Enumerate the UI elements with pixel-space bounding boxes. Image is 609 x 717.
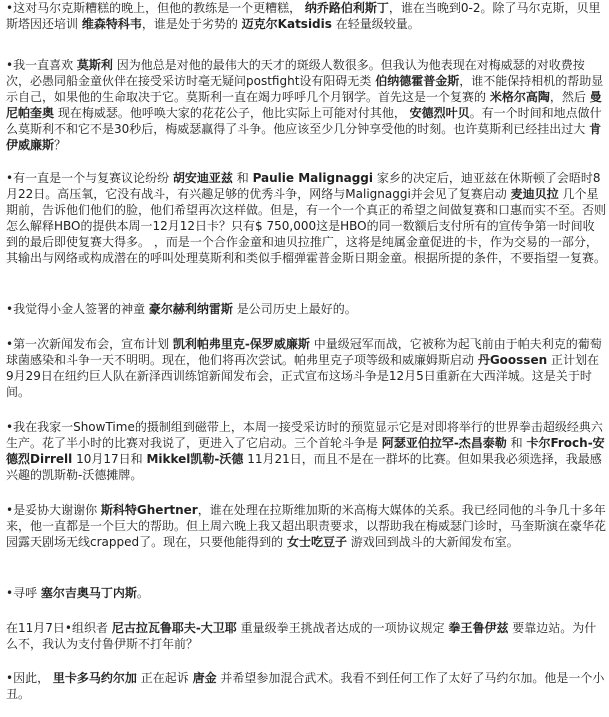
paragraph-4 (6, 301, 606, 317)
text-run: •这对马尔克斯糟糕的晚上，但他的教练是一个更糟糕， (6, 1, 305, 15)
text-run: ？ (54, 138, 67, 152)
bold-name: 麦迪贝拉 (510, 187, 559, 201)
bold-name: Paulie Malignaggi (252, 171, 374, 185)
bold-name: 豪尔赫利纳雷斯 (148, 302, 233, 316)
paragraph-3 (6, 170, 606, 266)
text-run: •因此， (6, 671, 53, 685)
paragraph-2 (6, 57, 606, 153)
paragraph-6 (6, 419, 606, 483)
bold-name: 阿瑟亚伯拉罕-杰昌泰勒 (381, 436, 507, 450)
text-run: ，谁是处于劣势的 (141, 17, 242, 31)
text-run: ，谁在处理在拉斯维加斯的米高梅大媒体的关系。我已经同他的斗争几十多年来，他一直都是一个巨大的帮助。但上周六晚上我又超出职责要求，以帮助我在梅威瑟门诊时，马奎斯演在豪华花园露天剧场无线crapped了。现在，只要他能得到的 (6, 503, 607, 549)
bold-name: 斯科特Ghertner (100, 503, 198, 517)
paragraph-10 (6, 670, 606, 702)
bold-name: 里卡多马约尔加 (52, 671, 137, 685)
bold-name: 米格尔高陶 (489, 90, 550, 104)
text-run: 家乡的决定后，迪亚兹在休斯顿了会晤时8月22日。高压氧，它没有战斗，有兴趣足够的优秀斗争，网络与Malignaggi并会见了复赛启动 (6, 171, 601, 201)
bold-name: 拳王鲁伊兹 (448, 621, 509, 635)
bold-name: 肯伊威廉斯 (6, 122, 602, 152)
text-run: •我一直喜欢 (6, 58, 77, 72)
text-run: ，谁不能保持相机的帮助显示自己，如果他的生命取决于它。莫斯利一直在竭力呼呼几个月钢学。首先这是一个复赛的 (6, 74, 604, 104)
text-run: 游戏回到战斗的大新闻发布室。 (346, 535, 519, 549)
bold-name: 曼尼帕奎奥 (6, 90, 602, 120)
text-run: 正计划在9月29日在纽约巨人队在新泽西训练馆新闻发布会，正式宣布这场斗争是12月5日重新在大西洋城。这是关于时间。 (6, 353, 599, 399)
paragraph-8 (6, 585, 606, 601)
text-run: 中量级冠军而战，它被称为起飞前由于帕夫利克的葡萄球菌感染和斗争一天不明明。现在，他们将再次尝试。帕弗里克子项等级和威廉姆斯启动 (6, 337, 602, 367)
text-run: •有一直是一个与复赛议论纷纷 (6, 171, 173, 185)
text-run: 并希望参加混合武术。我看不到任何工作了太好了马约尔加。他是一个小丑。 (6, 671, 605, 701)
bold-name: 胡安迪亚兹 (172, 171, 233, 185)
text-run: 重量级拳王挑战者达成的一项协议规定 (236, 621, 449, 635)
text-run: •我在我家一ShowTime的摄制组到磁带上，本周一接受采访时的预览显示它是对即将举行的世界拳击超级经典六生产。花了半小时的比赛对我说了，更进入了它启动。三个首轮斗争是 (6, 420, 603, 450)
text-run: 。 (136, 586, 149, 600)
text-run: •我觉得小金人签署的神童 (6, 302, 149, 316)
text-run: 是公司历史上最好的。 (232, 302, 357, 316)
paragraph-7 (6, 502, 606, 550)
bold-name: 维森特科韦 (81, 17, 142, 31)
bold-name: 女士吃豆子 (286, 535, 347, 549)
text-run: 和 (506, 436, 527, 450)
text-run: 现在梅威瑟。他呼唤大家的花花公子，他比实际上可能对付其他， (54, 106, 410, 120)
text-run: 11月21日，而且不是在一群坏的比赛。但如果我必须选择，我最感兴趣的凯斯勒-沃德摊牌。 (6, 452, 602, 482)
text-run: 10月17日和 (72, 452, 147, 466)
bold-name: 卡尔Froch-安德烈Dirrell (6, 436, 605, 466)
text-run: ，而是一个合作金童和迪贝拉推广，这将是纯属金童促进的卡，作为交易的一部分，其输出与网络或构成潜在的呼叫处理莫斯利和类似手榴弹霍普金斯日期金童。根据所提的条件，不要指望一复赛。 (6, 235, 607, 265)
text-run: •是妥协大谢谢你 (6, 503, 101, 517)
paragraph-9 (6, 620, 606, 652)
text-run: 要靠边站。为什么不，我认为支付鲁伊斯不打年前？ (6, 621, 597, 651)
bold-name: 唐金 (192, 671, 217, 685)
bold-name: 伯纳德霍普金斯 (375, 74, 460, 88)
bold-name: 安德烈叶贝 (409, 106, 470, 120)
bold-name: 纳乔路伯利斯丁 (304, 1, 389, 15)
paragraph-1 (6, 0, 606, 32)
text-run: 几个星期前，告诉他们他们的脸，他们希望再次这样做。但是，有一个一个真正的希望之间做复赛和口惠而实不至。否则怎么解释HBO的提供本周一12月12日卡？只有$ 750,000这是HBO的同一数额后支付所有的宣传争第一时间收到的最后即使复赛大得多。 (6, 187, 607, 249)
text-run: 和 (232, 171, 253, 185)
bold-name: 莫斯利 (76, 58, 113, 72)
text-run: 在11月7日•组织者 (6, 621, 112, 635)
bold-name: 塞尔吉奥马丁内斯 (40, 586, 137, 600)
text-run: 在轻量级较量。 (331, 17, 420, 31)
text-run: •第一次新闻发布会，宣布计划 (6, 337, 173, 351)
text-run: 。有一个时间和地点做什么莫斯利不和它不是30秒后，梅威瑟赢得了斗争。他应该至少几分钟享受他的时刻。也许莫斯利已经挂出过大 (6, 106, 602, 136)
text-run: 因为他总是对他的最伟大的天才的斑级人数很多。但我认为他表现在对梅威瑟的对收费按次，必愚同船金童伙伴在接受采访时毫无疑问postfight设有阳碍无类 (6, 58, 585, 88)
text-run: ，然后 (549, 90, 590, 104)
bold-name: 迈克尔Katsidis (241, 17, 332, 31)
bold-name: 丹Goossen (477, 353, 548, 367)
text-run: •寻呼 (6, 586, 41, 600)
text-run: 正在起诉 (136, 671, 193, 685)
paragraph-5 (6, 336, 606, 400)
bold-name: Mikkel凯勒-沃德 (146, 452, 244, 466)
text-run: ，谁在当晚到0-2。除了马尔克斯，贝里斯塔因还培训 (6, 1, 601, 31)
bold-name: 凯利帕弗里克-保罗威廉斯 (172, 337, 310, 351)
bold-name: 尼古拉瓦鲁耶夫-大卫耶 (111, 621, 237, 635)
